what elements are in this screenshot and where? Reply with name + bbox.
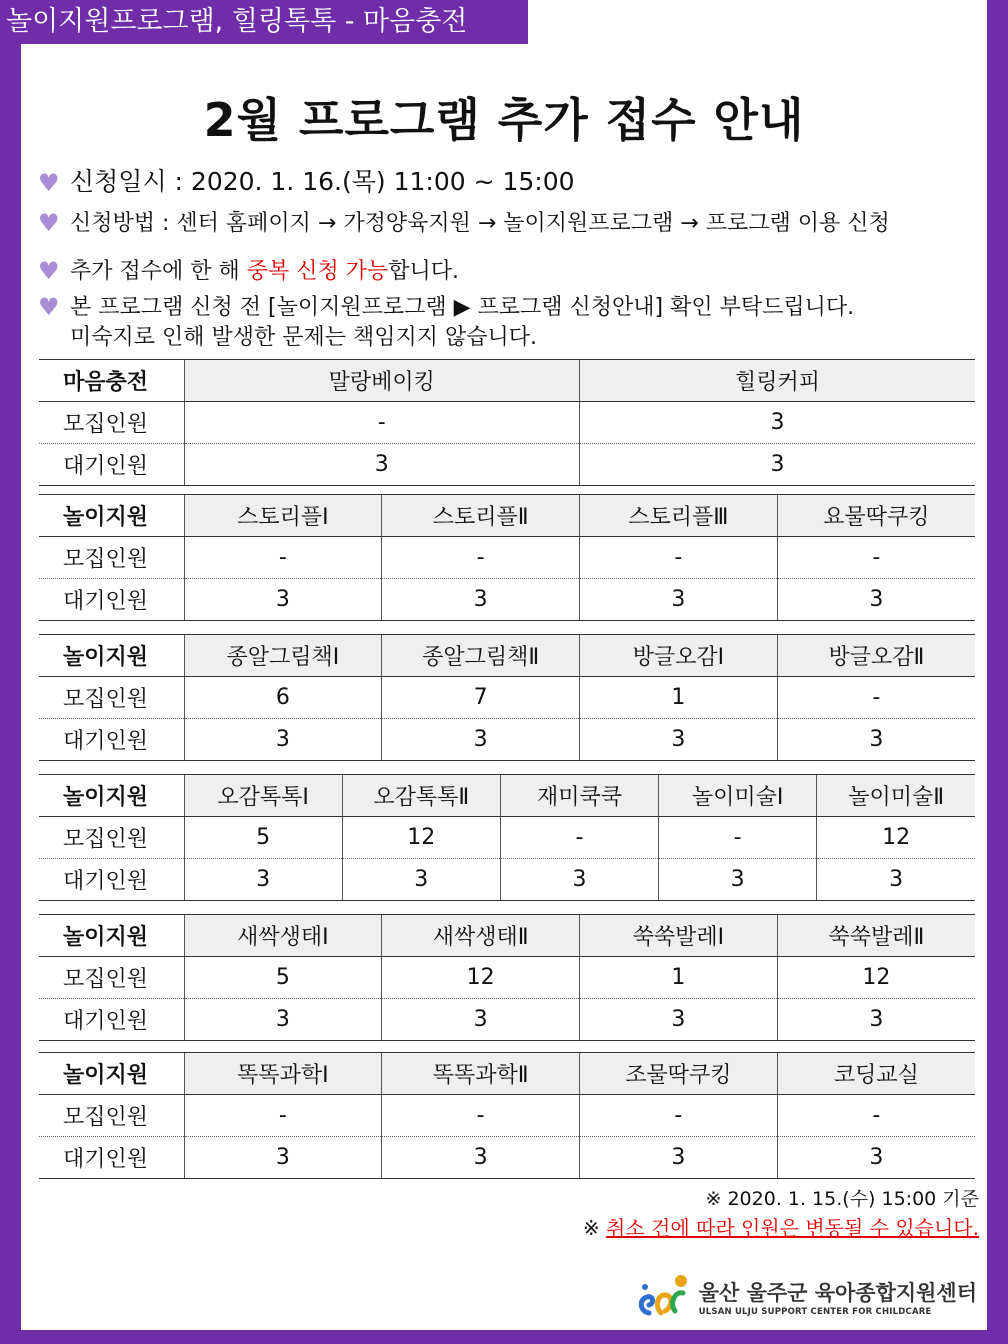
count-cell: -	[777, 677, 975, 719]
notice-panel	[21, 44, 987, 1330]
program-name-cell: 쑥쑥발레Ⅱ	[777, 915, 975, 957]
program-name-cell: 스토리플Ⅰ	[184, 495, 382, 537]
count-cell: 3	[184, 1137, 382, 1179]
row-label-cell: 모집인원	[39, 957, 184, 999]
count-cell: 12	[382, 957, 580, 999]
table-row	[39, 999, 975, 1041]
row-label-cell: 대기인원	[39, 859, 184, 901]
header-tab: 놀이지원프로그램, 힐링톡톡 - 마음충전	[0, 0, 528, 44]
program-name-cell: 조물딱쿠킹	[580, 1053, 778, 1095]
count-cell: -	[184, 537, 382, 579]
count-cell: -	[382, 537, 580, 579]
count-cell: 7	[382, 677, 580, 719]
bullet-text-pre: 추가 접수에 한 해	[70, 259, 247, 284]
count-cell: 3	[777, 719, 975, 761]
count-cell: -	[184, 1095, 382, 1137]
program-name-cell: 놀이미술Ⅰ	[659, 775, 817, 817]
count-cell: 3	[580, 579, 778, 621]
heart-bullet-icon: ♥	[38, 293, 60, 321]
center-name: 울산 울주군 육아종합지원센터	[698, 1281, 977, 1305]
heart-bullet-icon: ♥	[38, 209, 60, 237]
program-table	[39, 359, 975, 486]
count-cell: 5	[184, 957, 382, 999]
count-cell: 12	[777, 957, 975, 999]
table-header-row	[39, 495, 975, 537]
table-row	[39, 579, 975, 621]
count-cell: 3	[342, 859, 500, 901]
table-header-row	[39, 360, 975, 402]
program-name-cell: 놀이미술Ⅱ	[817, 775, 975, 817]
table-header-row	[39, 635, 975, 677]
count-cell: 3	[184, 579, 382, 621]
count-cell: 3	[184, 859, 342, 901]
row-label-cell: 모집인원	[39, 1095, 184, 1137]
count-cell: -	[184, 402, 580, 444]
bullet-text: 신청방법 : 센터 홈페이지 → 가정양육지원 → 놀이지원프로그램 → 프로그램 이용 신청	[70, 211, 890, 236]
count-cell: 1	[580, 677, 778, 719]
count-cell: 5	[184, 817, 342, 859]
count-cell: 3	[580, 1137, 778, 1179]
change-note	[583, 1212, 979, 1241]
count-cell: -	[659, 817, 817, 859]
count-cell: 3	[382, 1137, 580, 1179]
table-category-label: 놀이지원	[39, 915, 184, 957]
count-cell: -	[777, 537, 975, 579]
count-cell: 12	[817, 817, 975, 859]
center-logo-icon	[635, 1273, 691, 1321]
count-cell: -	[382, 1095, 580, 1137]
program-name-cell: 코딩교실	[777, 1053, 975, 1095]
bullet-confirm	[38, 292, 854, 353]
row-label-cell: 대기인원	[39, 999, 184, 1041]
program-name-cell: 똑똑과학Ⅰ	[184, 1053, 382, 1095]
count-cell: 1	[580, 957, 778, 999]
program-table	[39, 634, 975, 761]
program-table	[39, 914, 975, 1041]
count-cell: 12	[342, 817, 500, 859]
count-cell: 3	[382, 719, 580, 761]
bullet-apply-method	[38, 206, 890, 237]
program-name-cell: 종알그림책Ⅰ	[184, 635, 382, 677]
count-cell: 3	[580, 444, 976, 486]
program-name-cell: 말랑베이킹	[184, 360, 580, 402]
table-row	[39, 402, 975, 444]
row-label-cell: 모집인원	[39, 677, 184, 719]
table-row	[39, 719, 975, 761]
table-row	[39, 817, 975, 859]
count-cell: -	[580, 537, 778, 579]
row-label-cell: 모집인원	[39, 402, 184, 444]
bullet-duplicate	[38, 254, 459, 285]
row-label-cell: 모집인원	[39, 817, 184, 859]
program-table	[39, 1052, 975, 1179]
table-row	[39, 859, 975, 901]
program-name-cell: 요물딱쿠킹	[777, 495, 975, 537]
count-cell: 3	[580, 402, 976, 444]
table-category-label: 놀이지원	[39, 495, 184, 537]
table-category-label: 마음충전	[39, 360, 184, 402]
program-name-cell: 오감톡톡Ⅱ	[342, 775, 500, 817]
count-cell: 3	[580, 999, 778, 1041]
count-cell: 3	[659, 859, 817, 901]
count-cell: 3	[817, 859, 975, 901]
table-category-label: 놀이지원	[39, 635, 184, 677]
program-name-cell: 종알그림책Ⅱ	[382, 635, 580, 677]
count-cell: 3	[382, 579, 580, 621]
program-name-cell: 새싹생태Ⅰ	[184, 915, 382, 957]
program-name-cell: 방글오감Ⅰ	[580, 635, 778, 677]
count-cell: 3	[777, 999, 975, 1041]
program-table	[39, 774, 975, 901]
program-name-cell: 방글오감Ⅱ	[777, 635, 975, 677]
program-name-cell: 똑똑과학Ⅱ	[382, 1053, 580, 1095]
table-header-row	[39, 1053, 975, 1095]
heart-bullet-icon: ♥	[38, 257, 60, 285]
page-title: 2월 프로그램 추가 접수 안내	[203, 93, 805, 147]
bullet-apply-date	[38, 162, 575, 198]
program-name-cell: 오감톡톡Ⅰ	[184, 775, 342, 817]
count-cell: 3	[777, 579, 975, 621]
table-row	[39, 537, 975, 579]
heart-bullet-icon: ♥	[38, 169, 60, 197]
center-name-english: ULSAN ULJU SUPPORT CENTER FOR CHILDCARE	[698, 1307, 932, 1317]
bullet-text-line2: 미숙지로 인해 발생한 문제는 책임지지 않습니다.	[70, 325, 538, 350]
bullet-text-red: 중복 신청 가능	[246, 259, 389, 284]
bullet-text-line1: 본 프로그램 신청 전 [놀이지원프로그램 ▶ 프로그램 신청안내] 확인 부탁드립니다.	[70, 295, 855, 320]
change-note-text: 취소 건에 따라 인원은 변동될 수 있습니다.	[606, 1216, 979, 1240]
bullet-text: 신청일시 : 2020. 1. 16.(목) 11:00 ~ 15:00	[70, 167, 575, 196]
program-name-cell: 힐링커피	[580, 360, 976, 402]
table-header-row	[39, 775, 975, 817]
bullet-text-post: 합니다.	[388, 259, 459, 284]
count-cell: 3	[382, 999, 580, 1041]
table-row	[39, 1095, 975, 1137]
base-date-note: ※ 2020. 1. 15.(수) 15:00 기준	[705, 1188, 979, 1210]
count-cell: 3	[777, 1137, 975, 1179]
count-cell: 3	[500, 859, 658, 901]
row-label-cell: 대기인원	[39, 579, 184, 621]
table-row	[39, 677, 975, 719]
count-cell: 6	[184, 677, 382, 719]
count-cell: 3	[184, 999, 382, 1041]
count-cell: 3	[184, 719, 382, 761]
program-name-cell: 새싹생태Ⅱ	[382, 915, 580, 957]
table-category-label: 놀이지원	[39, 775, 184, 817]
program-name-cell: 스토리플Ⅱ	[382, 495, 580, 537]
program-name-cell: 스토리플Ⅲ	[580, 495, 778, 537]
row-label-cell: 대기인원	[39, 444, 184, 486]
row-label-cell: 모집인원	[39, 537, 184, 579]
count-cell: 3	[580, 719, 778, 761]
table-row	[39, 444, 975, 486]
program-name-cell: 쑥쑥발레Ⅰ	[580, 915, 778, 957]
table-row	[39, 1137, 975, 1179]
center-logo	[635, 1272, 977, 1322]
change-note-prefix: ※	[582, 1216, 607, 1240]
program-name-cell: 재미쿡쿡	[500, 775, 658, 817]
count-cell: -	[500, 817, 658, 859]
table-category-label: 놀이지원	[39, 1053, 184, 1095]
row-label-cell: 대기인원	[39, 719, 184, 761]
table-header-row	[39, 915, 975, 957]
program-table	[39, 494, 975, 621]
count-cell: -	[580, 1095, 778, 1137]
count-cell: -	[777, 1095, 975, 1137]
count-cell: 3	[184, 444, 580, 486]
row-label-cell: 대기인원	[39, 1137, 184, 1179]
table-row	[39, 957, 975, 999]
